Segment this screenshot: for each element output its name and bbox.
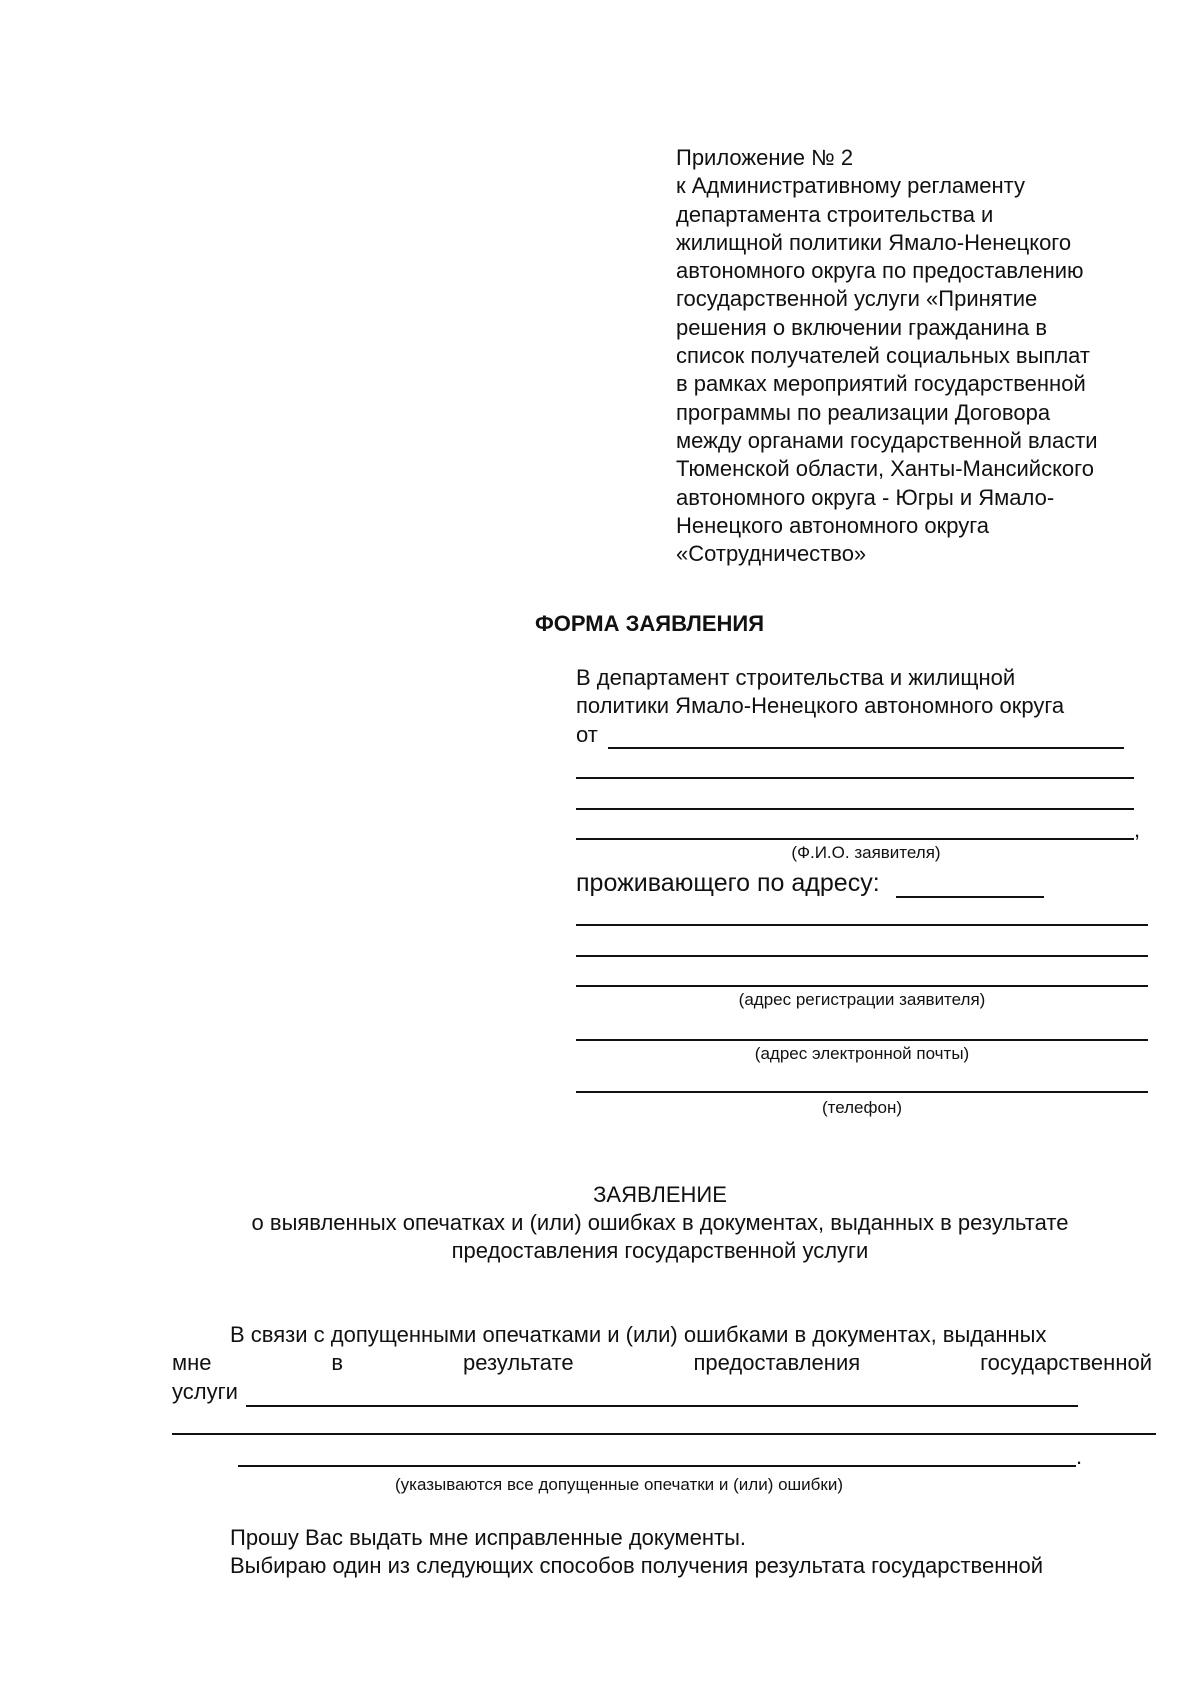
residing-label: проживающего по адресу: <box>576 869 880 897</box>
body-word: мне <box>172 1350 212 1375</box>
errors-period: . <box>1076 1444 1083 1469</box>
address-caption: (адрес регистрации заявителя) <box>738 990 986 1009</box>
name-comma: , <box>1134 817 1141 842</box>
appendix-line: между органами государственной власти <box>676 427 1098 453</box>
applicant-name-line-2 <box>576 777 1134 779</box>
body-para1-line1: В связи с допущенными опечатками и (или) ошибками в документах, выданных <box>230 1322 1047 1347</box>
residing-field-line <box>896 896 1044 898</box>
errors-line-1 <box>172 1433 1156 1435</box>
appendix-line: государственной услуги «Принятие <box>676 286 1038 312</box>
request-text: Прошу Вас выдать мне исправленные документы. <box>230 1525 747 1550</box>
appendix-line: Ненецкого автономного округа <box>676 512 990 538</box>
address-line-2 <box>576 955 1148 957</box>
from-label: от <box>576 722 598 747</box>
statement-subtitle-2: предоставления государственной услуги <box>451 1238 869 1263</box>
appendix-line: к Административному регламенту <box>676 173 1026 199</box>
errors-line-2 <box>238 1465 1076 1467</box>
statement-title: ЗАЯВЛЕНИЕ <box>593 1182 727 1207</box>
appendix-line: автономного округа по предоставлению <box>676 258 1084 284</box>
phone-line <box>576 1091 1148 1093</box>
addressee-line-2: политики Ямало-Ненецкого автономного округа <box>576 693 1065 718</box>
applicant-name-line-4 <box>576 838 1134 840</box>
appendix-line: в рамках мероприятий государственной <box>676 371 1086 397</box>
form-title: ФОРМА ЗАЯВЛЕНИЯ <box>535 611 765 636</box>
email-caption: (адрес электронной почты) <box>754 1044 970 1063</box>
email-line <box>576 1039 1148 1041</box>
choose-method-text: Выбираю один из следующих способов получения результата государственной <box>230 1553 1044 1578</box>
body-word: государственной <box>980 1350 1152 1375</box>
appendix-line: «Сотрудничество» <box>676 541 867 567</box>
body-word: в <box>331 1350 344 1375</box>
errors-caption: (указываются все допущенные опечатки и (или) ошибки) <box>395 1475 843 1494</box>
appendix-line: программы по реализации Договора <box>676 399 1051 425</box>
appendix-block <box>676 144 1176 568</box>
body-word: предоставления <box>693 1350 861 1375</box>
body-para1-line3: услуги <box>172 1379 238 1404</box>
appendix-line: решения о включении гражданина в <box>676 314 1048 340</box>
statement-subtitle-1: о выявленных опечатках и (или) ошибках в документах, выданных в результате <box>251 1210 1069 1235</box>
fio-caption: (Ф.И.О. заявителя) <box>791 843 941 862</box>
addressee-line-1: В департамент строительства и жилищной <box>576 665 1016 690</box>
phone-caption: (телефон) <box>821 1098 902 1117</box>
from-field-line <box>608 747 1124 749</box>
appendix-line: Приложение № 2 <box>676 145 854 170</box>
service-field-line <box>246 1405 1078 1407</box>
body-word: результате <box>463 1350 574 1375</box>
address-line-3 <box>576 985 1148 987</box>
appendix-line: департамента строительства и <box>676 201 994 227</box>
body-para1-line2 <box>172 1349 1152 1377</box>
appendix-line: Тюменской области, Ханты-Мансийского <box>676 456 1094 482</box>
applicant-name-line-3 <box>576 808 1134 810</box>
appendix-lines <box>676 144 1176 568</box>
appendix-line: жилищной политики Ямало-Ненецкого <box>676 229 1072 255</box>
appendix-line: список получателей социальных выплат <box>676 343 1091 369</box>
appendix-line: автономного округа - Югры и Ямало- <box>676 484 1055 510</box>
address-line-1 <box>576 924 1148 926</box>
